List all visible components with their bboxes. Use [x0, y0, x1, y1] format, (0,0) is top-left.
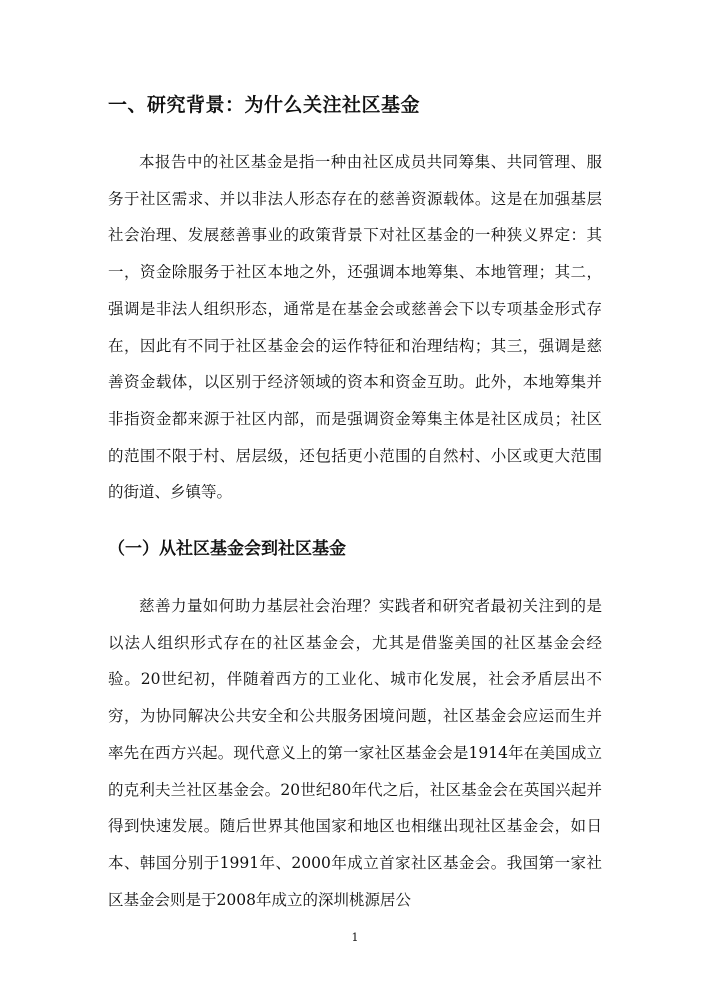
- body-paragraph-1: 本报告中的社区基金是指一种由社区成员共同筹集、共同管理、服务于社区需求、并以非法人形态存在的慈善资源载体。这是在加强基层社会治理、发展慈善事业的政策背景下对社区基金的一种狭义界定：其一，资金除服务于社区本地之外，还强调本地筹集、本地管理；其二，强调是非法人组织形态，通常是在基金会或慈善会下以专项基金形式存在，因此有不同于社区基金会的运作特征和治理结构；其三，强调是慈善资金载体，以区别于经济领域的资本和资金互助。此外，本地筹集并非指资金都来源于社区内部，而是强调资金筹集主体是社区成员；社区的范围不限于村、居层级，还包括更小范围的自然村、小区或更大范围的街道、乡镇等。: [108, 153, 602, 502]
- section-heading: 一、研究背景：为什么关注社区基金: [108, 94, 421, 116]
- subsection-heading: （一）从社区基金会到社区基金: [108, 539, 346, 559]
- page-number: 1: [351, 931, 359, 944]
- body-paragraph-2: 慈善力量如何助力基层社会治理？实践者和研究者最初关注到的是以法人组织形式存在的社区基金会，尤其是借鉴美国的社区基金会经验。20世纪初，伴随着西方的工业化、城市化发展，社会矛盾层出不穷，为协同解决公共安全和公共服务困境问题，社区基金会应运而生并率先在西方兴起。现代意义上的第一家社区基金会是1914年在美国成立的克利夫兰社区基金会。20世纪80年代之后，社区基金会在英国兴起并得到快速发展。随后世界其他国家和地区也相继出现社区基金会，如日本、韩国分别于1991年、2000年成立首家社区基金会。我国第一家社区基金会则是于2008年成立的深圳桃源居公: [108, 597, 602, 909]
